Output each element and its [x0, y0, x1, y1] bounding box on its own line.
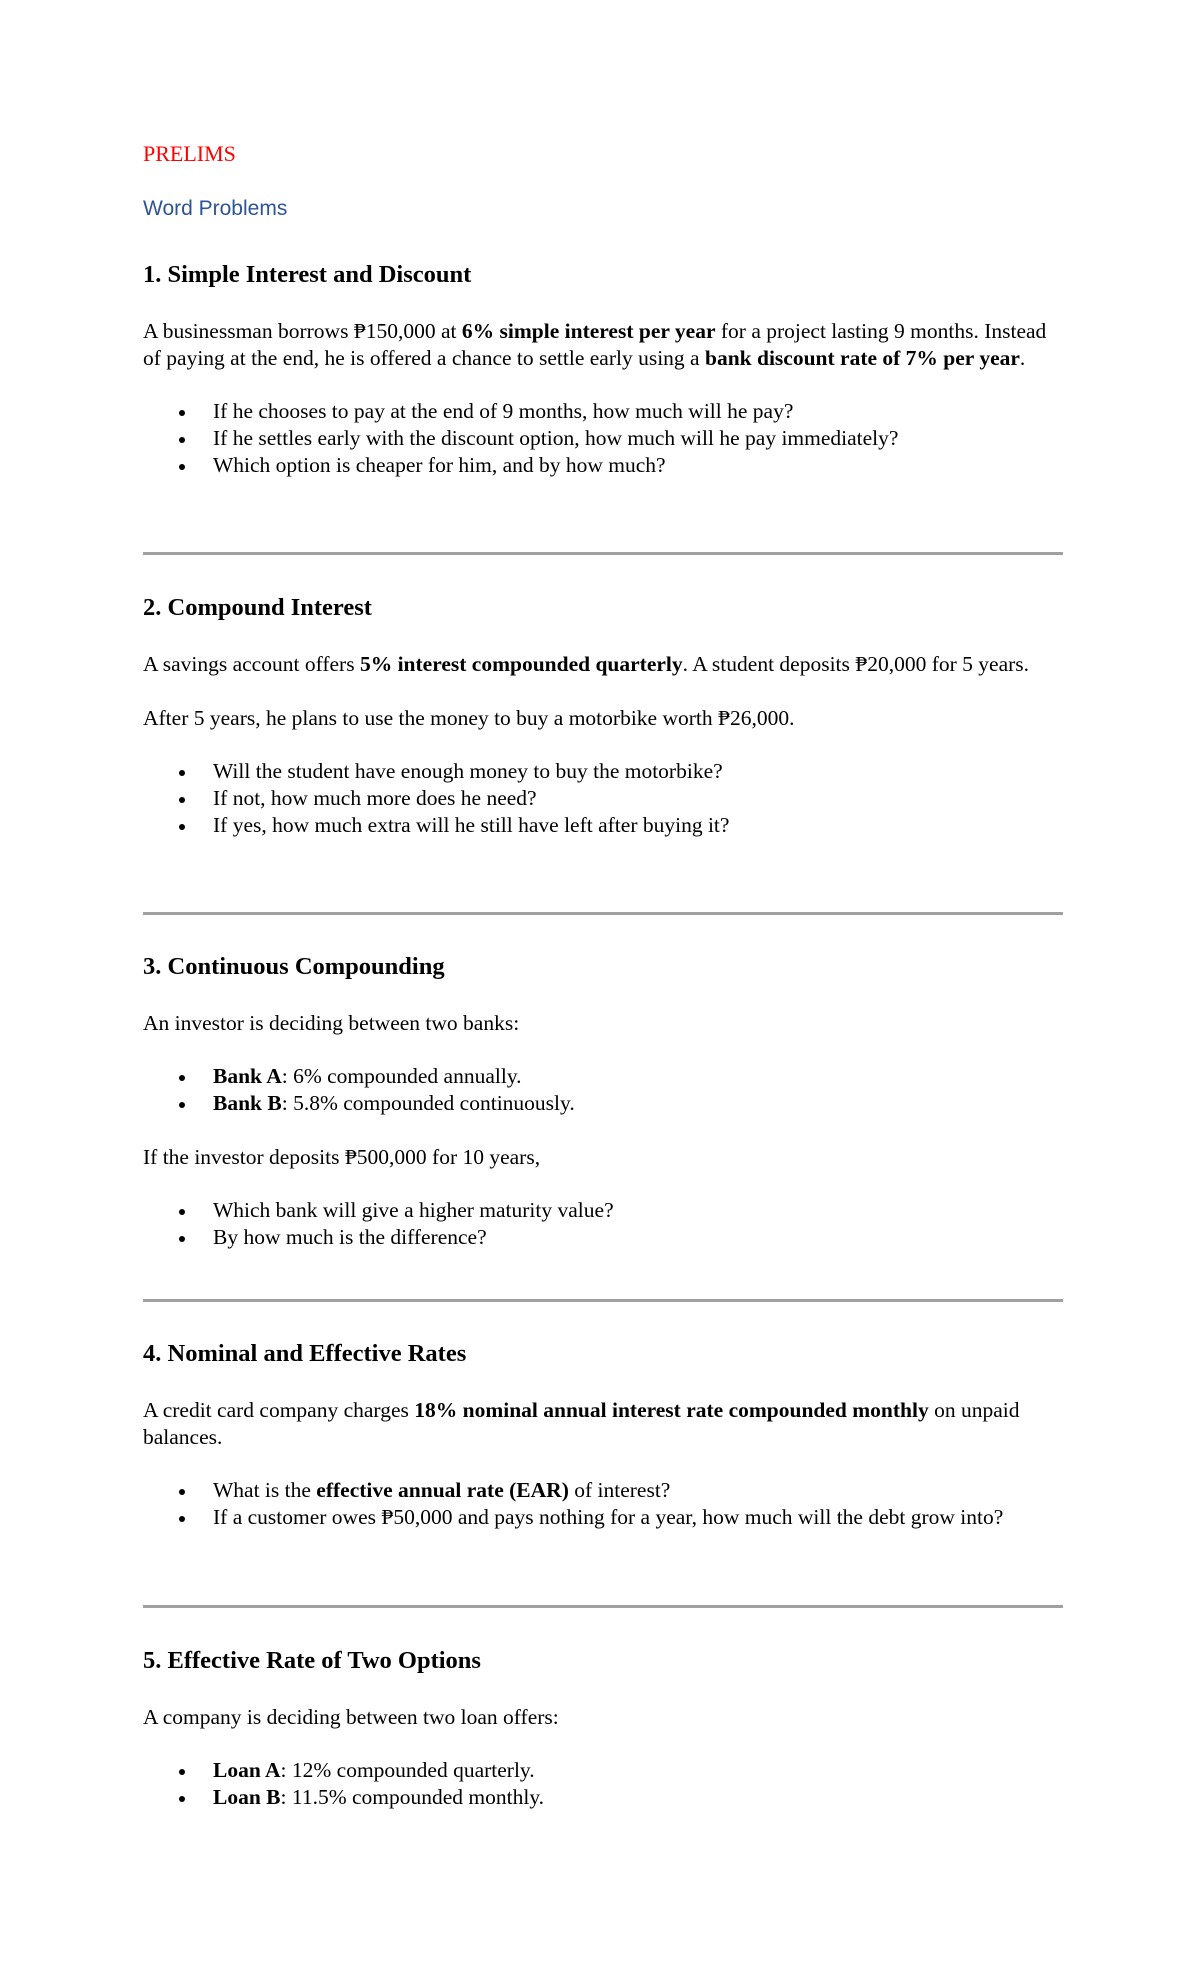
- problem-statement: [143, 1397, 1063, 1451]
- problem-statement: After 5 years, he plans to use the money to buy a motorbike worth ₱26,000.: [143, 706, 795, 730]
- prelims-heading: PRELIMS: [143, 141, 236, 166]
- problem-statement: An investor is deciding between two banks:: [143, 1011, 520, 1035]
- section-title: 3. Continuous Compounding: [143, 953, 445, 980]
- list-item-text: If not, how much more does he need?: [213, 786, 537, 810]
- question-list: [143, 398, 1063, 479]
- bank-label: Bank A: [213, 1064, 282, 1088]
- list-item: [143, 812, 1063, 839]
- list-item: [143, 425, 1063, 452]
- bold-text: 5% interest compounded quarterly: [359, 652, 683, 676]
- list-item-text: : 6% compounded annually.: [281, 1064, 522, 1088]
- list-item: [143, 1224, 1063, 1251]
- section-title: 1. Simple Interest and Discount: [143, 261, 472, 288]
- text: What is the: [213, 1478, 317, 1502]
- section-nominal-effective-rates: [143, 1339, 1063, 1531]
- word-problems-subtitle: Word Problems: [143, 197, 288, 220]
- list-item-text: : 5.8% compounded continuously.: [281, 1091, 575, 1115]
- question-list: [143, 758, 1063, 839]
- bank-list: [143, 1063, 1063, 1117]
- list-item: [143, 1757, 1063, 1784]
- bullet-icon: [179, 1075, 185, 1081]
- bullet-icon: [179, 797, 185, 803]
- list-item-text: : 12% compounded quarterly.: [280, 1758, 535, 1782]
- horizontal-divider: [143, 1299, 1063, 1302]
- bold-text: 18% nominal annual interest rate compounded monthly: [414, 1398, 929, 1422]
- list-item-text: Will the student have enough money to buy the motorbike?: [213, 759, 723, 783]
- list-item: [143, 1784, 1063, 1811]
- text: . A student deposits ₱20,000 for 5 years.: [682, 652, 1030, 676]
- section-effective-rate-two-options: [143, 1646, 1063, 1811]
- problem-statement: [143, 651, 1063, 678]
- list-item-text: If yes, how much extra will he still have left after buying it?: [213, 813, 730, 837]
- section-simple-interest: [143, 260, 1063, 479]
- list-item: [143, 398, 1063, 425]
- list-item: [143, 1197, 1063, 1224]
- list-item: [143, 1090, 1063, 1117]
- list-item: [143, 758, 1063, 785]
- text: A credit card company charges: [143, 1398, 415, 1422]
- list-item: [143, 1063, 1063, 1090]
- bullet-icon: [179, 1102, 185, 1108]
- problem-statement: [143, 318, 1063, 372]
- bullet-icon: [179, 770, 185, 776]
- bullet-icon: [179, 437, 185, 443]
- text: of interest?: [568, 1478, 671, 1502]
- loan-list: [143, 1757, 1063, 1811]
- horizontal-divider: [143, 1605, 1063, 1608]
- list-item-text: Which option is cheaper for him, and by how much?: [213, 453, 666, 477]
- bullet-icon: [179, 1236, 185, 1242]
- list-item-text: If he chooses to pay at the end of 9 months, how much will he pay?: [213, 399, 794, 423]
- text: on unpaid balances.: [143, 1398, 1020, 1449]
- question-list: [143, 1477, 1063, 1531]
- loan-label: Loan A: [213, 1758, 281, 1782]
- list-item-text: Which bank will give a higher maturity value?: [213, 1198, 614, 1222]
- bullet-icon: [179, 824, 185, 830]
- text: for a project lasting 9 months. Instead of paying at the end, he is offered a chance to settle early using a: [143, 319, 1047, 370]
- bullet-icon: [179, 464, 185, 470]
- bullet-icon: [179, 410, 185, 416]
- horizontal-divider: [143, 552, 1063, 555]
- list-item-text: : 11.5% compounded monthly.: [280, 1785, 545, 1809]
- text: .: [1019, 346, 1026, 370]
- list-item-text: If he settles early with the discount option, how much will he pay immediately?: [213, 426, 899, 450]
- question-list: [143, 1197, 1063, 1251]
- section-title: 2. Compound Interest: [143, 594, 372, 621]
- section-continuous-compounding: [143, 952, 1063, 1251]
- bold-text: bank discount rate of 7% per year: [704, 346, 1020, 370]
- text: A savings account offers: [143, 652, 360, 676]
- horizontal-divider: [143, 912, 1063, 915]
- section-title: 4. Nominal and Effective Rates: [143, 1340, 467, 1367]
- section-compound-interest: [143, 593, 1063, 839]
- problem-statement: If the investor deposits ₱500,000 for 10 years,: [143, 1145, 541, 1169]
- list-item-text: If a customer owes ₱50,000 and pays nothing for a year, how much will the debt grow into?: [213, 1505, 1004, 1529]
- bold-text: 6% simple interest per year: [461, 319, 716, 343]
- bullet-icon: [179, 1769, 185, 1775]
- bullet-icon: [179, 1489, 185, 1495]
- bold-text: effective annual rate (EAR): [316, 1478, 569, 1502]
- bullet-icon: [179, 1796, 185, 1802]
- bullet-icon: [179, 1209, 185, 1215]
- list-item-text: By how much is the difference?: [213, 1225, 487, 1249]
- list-item: [143, 785, 1063, 812]
- section-title: 5. Effective Rate of Two Options: [143, 1647, 481, 1674]
- bank-label: Bank B: [213, 1091, 282, 1115]
- bullet-icon: [179, 1516, 185, 1522]
- list-item: [143, 452, 1063, 479]
- text: A businessman borrows ₱150,000 at: [143, 319, 462, 343]
- list-item: [143, 1477, 1063, 1504]
- problem-statement: A company is deciding between two loan offers:: [143, 1705, 559, 1729]
- list-item: [143, 1504, 1063, 1531]
- loan-label: Loan B: [213, 1785, 281, 1809]
